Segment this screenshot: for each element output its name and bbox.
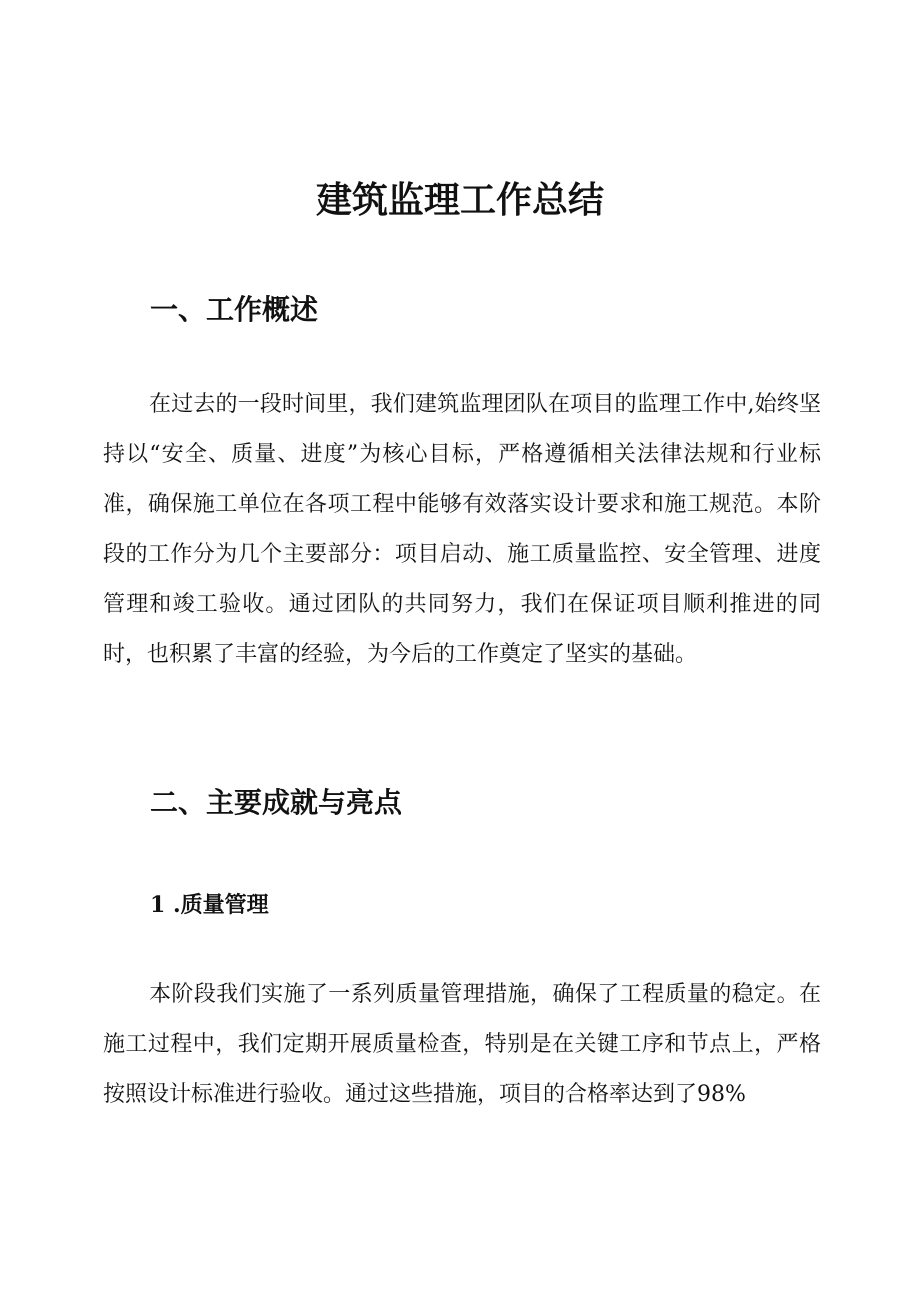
document-title: 建筑监理工作总结: [315, 180, 604, 221]
section-heading-achievements: 二、主要成就与亮点: [150, 786, 403, 819]
section-heading-overview: 一、工作概述: [150, 293, 319, 326]
subsection-heading-quality-management: 1 .质量管理: [150, 892, 269, 918]
overview-paragraph: 在过去的一段时间里，我们建筑监理团队在项目的监理工作中,始终坚持以“安全、质量、进度”为核心目标，严格遵循相关法律法规和行业标准，确保施工单位在各项工程中能够有效落实设计要求和施工规范。本阶段的工作分为几个主要部分：项目启动、施工质量监控、安全管理、进度管理和竣工验收。通过团队的共同努力，我们在保证项目顺利推进的同时，也积累了丰富的经验，为今后的工作奠定了坚实的基础。: [103, 392, 821, 667]
quality-management-paragraph: 本阶段我们实施了一系列质量管理措施，确保了工程质量的稳定。在施工过程中，我们定期开展质量检查，特别是在关键工序和节点上，严格按照设计标准进行验收。通过这些措施，项目的合格率达到了98%: [103, 982, 821, 1107]
